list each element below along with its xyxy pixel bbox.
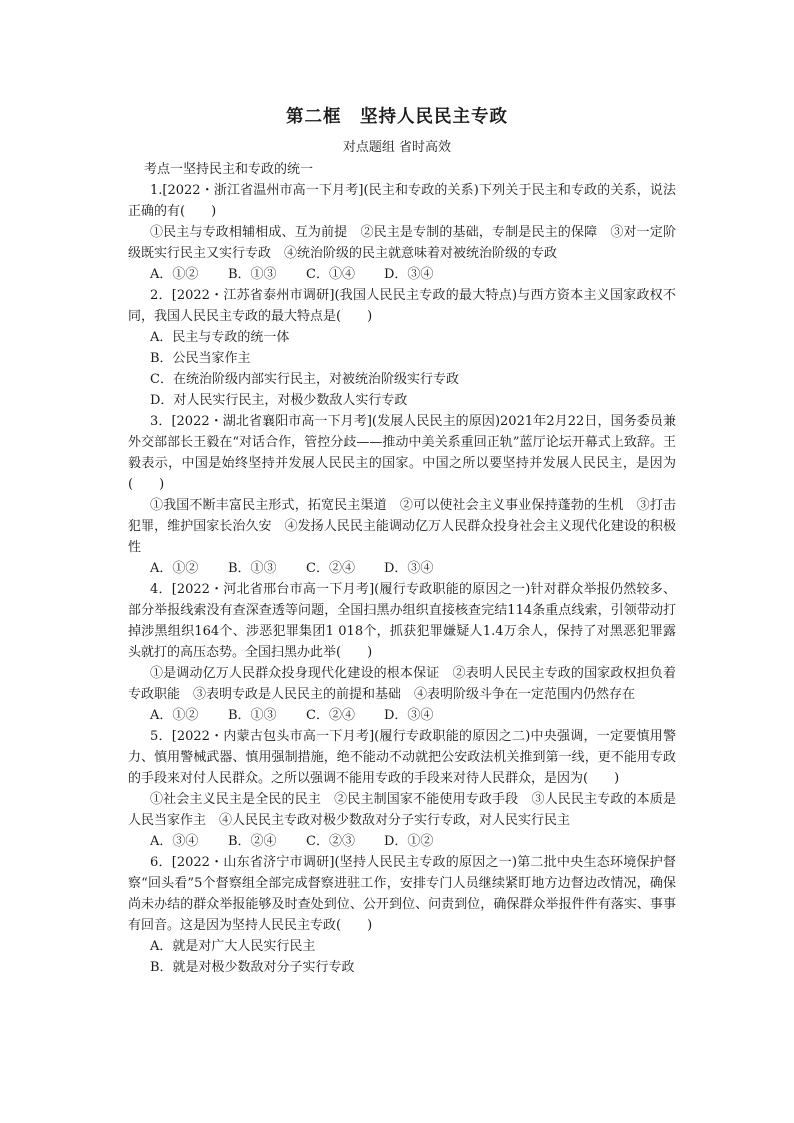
- question-6-stem: 6．[2022・山东省济宁市调研](坚持人民民主专政的原因之一)第二批中央生态环境保护督察“回头看”5个督察组全部完成督察进驻工作，安排专门人员继续紧盯地方边督边改情况，确保尚未办结的群众举报能够及时查处到位、公开到位、问责到位，确保群众举报件件有落实、事事有回音。这是因为坚持人民民主专政( ): [128, 855, 676, 933]
- page-title: 第二框 坚持人民民主专政: [286, 107, 508, 127]
- choice-c: C．②④: [306, 561, 355, 576]
- question-1-stem: 1.[2022・浙江省温州市高一下月考](民主和专政的关系)下列关于民主和专政的关系，说法正确的有( ): [128, 183, 676, 219]
- question-list: [128, 159, 676, 978]
- question-2-stem: 2．[2022・江苏省泰州市调研](我国人民民主专政的最大特点)与西方资本主义国家政权不同，我国人民民主专政的最大特点是( ): [128, 288, 676, 324]
- choice-b: B．②④: [228, 834, 277, 849]
- question-5-statements: ①社会主义民主是全民的民主 ②民主制国家不能使用专政手段 ③人民民主专政的本质是人民当家作主 ④人民民主专政对极少数敌对分子实行专政，对人民实行民主: [128, 792, 676, 828]
- choice-a: A．③④: [150, 834, 199, 849]
- question-4-choices: [128, 705, 676, 726]
- question-2-option-a: A．民主与专政的统一体: [150, 330, 290, 345]
- choice-c: C．①④: [306, 267, 355, 282]
- choice-c: C．②③: [306, 834, 355, 849]
- choice-d: D．①②: [384, 834, 434, 849]
- question-4-statements: ①是调动亿万人民群众投身现代化建设的根本保证 ②表明人民民主专政的国家政权担负着专政职能 ③表明专政是人民民主的前提和基础 ④表明阶级斗争在一定范围内仍然存在: [128, 666, 676, 702]
- question-1-statements: ①民主与专政相辅相成、互为前提 ②民主是专制的基础，专制是民主的保障 ③对一定阶级既实行民主又实行专政 ④统治阶级的民主就意味着对被统治阶级的专政: [128, 225, 676, 261]
- question-3-stem: 3．[2022・湖北省襄阳市高一下月考](发展人民民主的原因)2021年2月22日，国务委员兼外交部部长王毅在“对话合作，管控分歧——推动中美关系重回正轨”蓝厅论坛开幕式上致辞。王毅表示，中国是始终坚持并发展人民民主的国家。中国之所以要坚持并发展人民民主，是因为( ): [128, 414, 676, 492]
- choice-a: A．①②: [150, 708, 199, 723]
- choice-d: D．③④: [384, 561, 434, 576]
- choice-d: D．③④: [384, 708, 434, 723]
- question-2-option-d: D．对人民实行民主，对极少数敌人实行专政: [150, 393, 408, 408]
- page-subtitle: 对点题组 省时高效: [342, 140, 452, 155]
- question-4-stem: 4．[2022・河北省邢台市高一下月考](履行专政职能的原因之一)针对群众举报仍然较多、部分举报线索没有查深查透等问题，全国扫黑办组织直接核查完结114条重点线索，引领带动打掉涉黑组织164个、涉恶犯罪集团1 018个，抓获犯罪嫌疑人1.4万余人，保持了对黑恶犯罪露头就打的高压态势。全国扫黑办此举( ): [128, 582, 676, 660]
- question-3-statements: ①我国不断丰富民主形式，拓宽民主渠道 ②可以使社会主义事业保持蓬勃的生机 ③打击犯罪，维护国家长治久安 ④发扬人民民主能调动亿万人民群众投身社会主义现代化建设的积极性: [128, 498, 676, 555]
- question-5-choices: [128, 831, 676, 852]
- question-3-choices: [128, 558, 676, 579]
- choice-c: C．②④: [306, 708, 355, 723]
- question-6-option-a: A．就是对广大人民实行民主: [150, 939, 316, 954]
- choice-b: B．①③: [228, 267, 277, 282]
- choice-b: B．①③: [228, 708, 277, 723]
- topic-heading: 考点一坚持民主和专政的统一: [144, 162, 314, 177]
- question-6-option-b: B．就是对极少数敌对分子实行专政: [150, 960, 355, 975]
- choice-a: A．①②: [150, 267, 199, 282]
- question-2-option-b: B．公民当家作主: [150, 351, 251, 366]
- choice-d: D．③④: [384, 267, 434, 282]
- choice-a: A．①②: [150, 561, 199, 576]
- question-5-stem: 5．[2022・内蒙古包头市高一下月考](履行专政职能的原因之二)中央强调，一定要慎用警力、慎用警械武器、慎用强制措施，绝不能动不动就把公安政法机关推到第一线，更不能用专政的手段来对付人民群众。之所以强调不能用专政的手段来对待人民群众，是因为( ): [128, 729, 676, 786]
- question-2-option-c: C．在统治阶级内部实行民主，对被统治阶级实行专政: [150, 372, 459, 387]
- choice-b: B．①③: [228, 561, 277, 576]
- question-1-choices: [128, 264, 676, 285]
